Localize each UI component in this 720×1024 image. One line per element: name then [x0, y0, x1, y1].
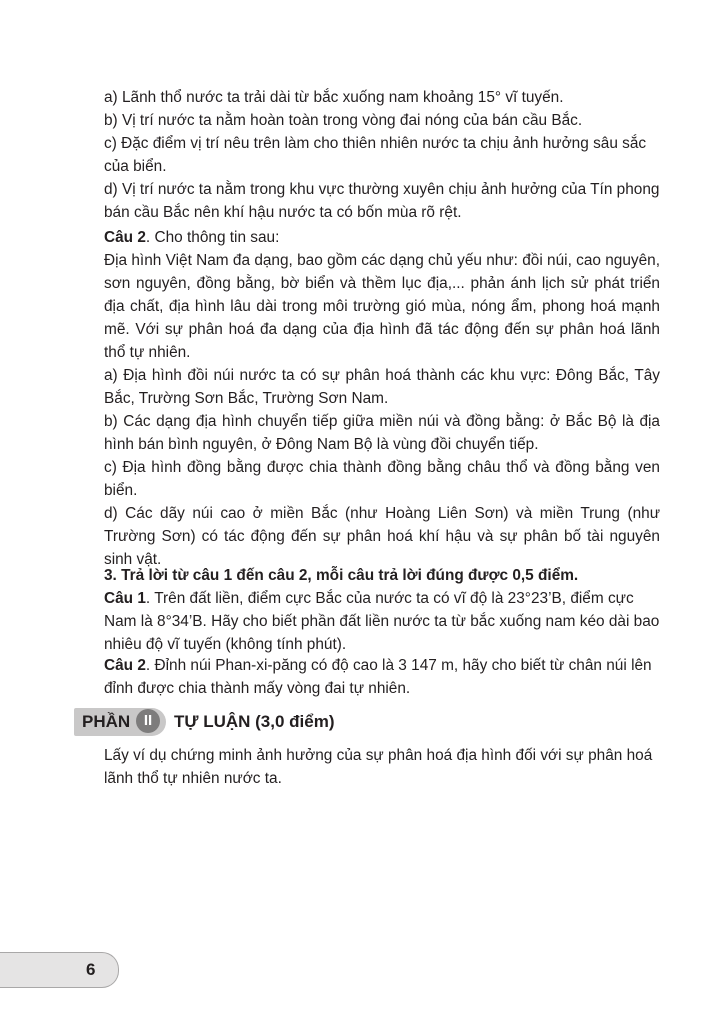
essay-question: Lấy ví dụ chứng minh ảnh hưởng của sự phân hoá địa hình đối với sự phân hoá lãnh thổ tự nhiên nước ta. [104, 747, 653, 787]
section-3-question-1-text: . Trên đất liền, điểm cực Bắc của nước ta có vĩ độ là 23°23’B, điểm cực Nam là 8°34’B. Hãy cho biết phần đất liền nước ta từ bắc xuống nam kéo dài bao nhiêu độ vĩ tuyến (không tính phút). [104, 590, 660, 653]
question-2-passage: Địa hình Việt Nam đa dạng, bao gồm các dạng chủ yếu như: đồi núi, cao nguyên, sơn nguyên, đồng bằng, bờ biển và thềm lục địa,... phản ánh lịch sử phát triển địa chất, địa hình lâu dài trong môi trường gió mùa, nóng ẩm, phong hoá mạnh mẽ. Với sự phân hoá đa dạng của địa hình đã tác động đến sự phân hoá lãnh thổ tự nhiên. [104, 252, 660, 361]
part-number: II [136, 709, 160, 733]
statement-b: b) Vị trí nước ta nằm hoàn toàn trong vòng đai nóng của bán cầu Bắc. [104, 112, 583, 129]
section-3-question-1 [104, 587, 664, 656]
statement-d: d) Vị trí nước ta nằm trong khu vực thường xuyên chịu ảnh hưởng của Tín phong bán cầu Bắc nên khí hậu nước ta có bốn mùa rõ rệt. [104, 181, 660, 221]
section-3-heading: 3. Trả lời từ câu 1 đến câu 2, mỗi câu trả lời đúng được 0,5 điểm. [104, 567, 579, 584]
part-badge [74, 708, 166, 736]
page-number: 6 [86, 960, 96, 979]
section-3-question-2-text: . Đỉnh núi Phan-xi-păng có độ cao là 3 147 m, hãy cho biết từ chân núi lên đỉnh được chia thành mấy vòng đai tự nhiên. [104, 657, 652, 697]
question-2-statement-d: d) Các dãy núi cao ở miền Bắc (như Hoàng Liên Sơn) và miền Trung (như Trường Sơn) có tác động đến sự phân hoá khí hậu và sự phân bố tài nguyên sinh vật. [104, 505, 660, 568]
question-2-statement-b: b) Các dạng địa hình chuyển tiếp giữa miền núi và đồng bằng: ở Bắc Bộ là địa hình bán bình nguyên, ở Đông Nam Bộ là vùng đồi chuyển tiếp. [104, 413, 660, 453]
question-2-intro: . Cho thông tin sau: [145, 229, 280, 246]
question-2-statement-a: a) Địa hình đồi núi nước ta có sự phân hoá thành các khu vực: Đông Bắc, Tây Bắc, Trường Sơn Bắc, Trường Sơn Nam. [104, 367, 660, 407]
page-number-tab [0, 952, 119, 988]
statement-c: c) Đặc điểm vị trí nêu trên làm cho thiên nhiên nước ta chịu ảnh hưởng sâu sắc của biển. [104, 135, 647, 175]
part-2-title: TỰ LUẬN (3,0 điểm) [174, 712, 335, 731]
question-2-heading [104, 226, 664, 249]
section-3-question-2-label: Câu 2 [104, 657, 146, 674]
section-3-question-2 [104, 654, 664, 700]
section-3-question-1-label: Câu 1 [104, 590, 146, 607]
question-2-label: Câu 2 [104, 229, 146, 246]
part-label: PHẦN [82, 712, 131, 731]
statement-a: a) Lãnh thổ nước ta trải dài từ bắc xuống nam khoảng 15° vĩ tuyến. [104, 89, 564, 106]
question-2-statement-c: c) Địa hình đồng bằng được chia thành đồng bằng châu thổ và đồng bằng ven biển. [104, 459, 660, 499]
question-2-body [104, 249, 660, 571]
statements-q1 [104, 86, 664, 224]
part-2-header [74, 708, 674, 738]
